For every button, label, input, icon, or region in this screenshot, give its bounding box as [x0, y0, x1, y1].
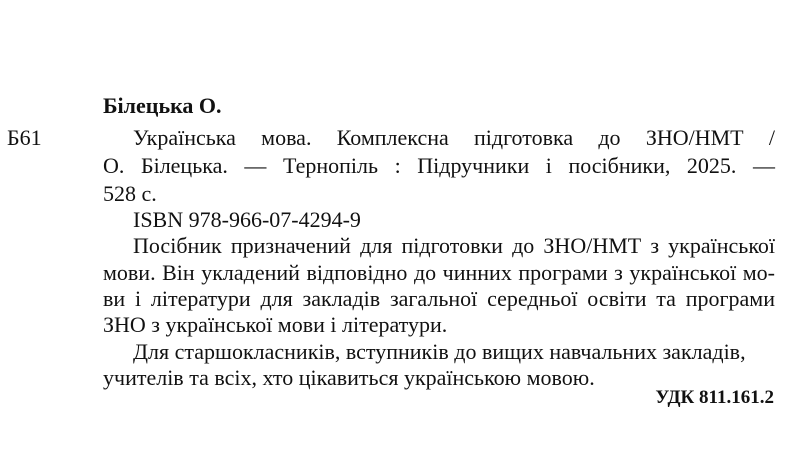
annotation-line-3: ви і літератури для закладів загальної середньої освіти та програми [103, 286, 775, 311]
annotation-line-2: мови. Він укладений відповідно до чинних програми з української мо- [103, 260, 775, 285]
annotation-line-4: ЗНО з української мови і літератури. [103, 312, 448, 337]
bibliographic-line-2: О. Білецька. — Тернопіль : Підручники і посібники, 2025. — [103, 153, 775, 178]
isbn: ISBN 978-966-07-4294-9 [133, 207, 361, 232]
annotation-line-1: Посібник призначений для підготовки до ЗНО/НМТ з української [133, 233, 775, 258]
audience-line-1: Для старшокласників, вступників до вищих навчальних закладів, [133, 339, 746, 364]
bibliographic-line-1: Українська мова. Комплексна підготовка до ЗНО/НМТ / [133, 125, 775, 150]
udc-code: УДК 811.161.2 [655, 387, 774, 408]
author-heading: Білецька О. [103, 93, 222, 118]
bibliographic-line-3: 528 с. [103, 181, 157, 206]
shelf-mark: Б61 [7, 125, 42, 150]
audience-line-2: учителів та всіх, хто цікавиться українською мовою. [103, 365, 595, 390]
